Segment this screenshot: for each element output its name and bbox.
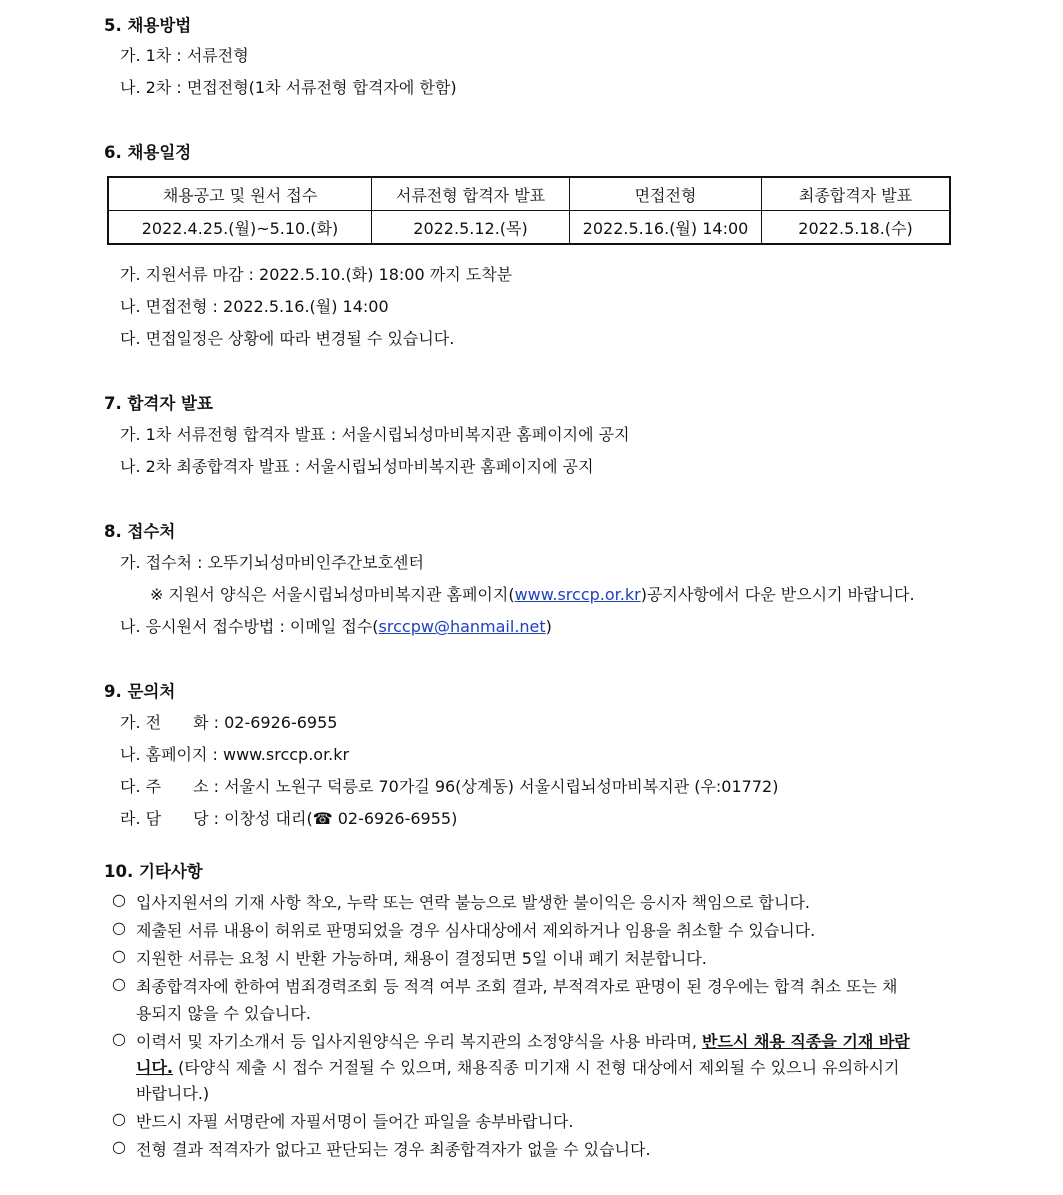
section-5-heading: 5. 채용방법 [104, 16, 192, 35]
bullet-icon: ○ [112, 1137, 126, 1156]
s10-bullet-2: 제출된 서류 내용이 허위로 판명되었을 경우 심사대상에서 제외하거나 임용을 취소할 수 있습니다. [136, 921, 816, 940]
bullet-icon: ○ [112, 918, 126, 937]
b5-emphasis: 반드시 채용 직종을 기재 바람 [702, 1032, 910, 1051]
s6-item-1: 가. 지원서류 마감 : 2022.5.10.(화) 18:00 까지 도착분 [120, 265, 513, 284]
bullet-icon: ○ [112, 946, 126, 965]
schedule-header-cell: 채용공고 및 원서 접수 [108, 177, 372, 211]
s10-bullet-3: 지원한 서류는 요청 시 반환 가능하며, 채용이 결정되면 5일 이내 폐기 처분합니다. [136, 949, 707, 968]
s10-bullet-4-line-2: 용되지 않을 수 있습니다. [136, 1004, 311, 1023]
schedule-table [107, 176, 951, 245]
s9-item-phone: 가. 전 화 : 02-6926-6955 [120, 713, 338, 732]
schedule-header-cell: 면접전형 [570, 177, 762, 211]
schedule-header-cell: 최종합격자 발표 [762, 177, 951, 211]
s10-bullet-5-line-2 [136, 1055, 899, 1078]
homepage-link[interactable]: www.srccp.or.kr [514, 585, 641, 604]
s8-item-1: 가. 접수처 : 오뚜기뇌성마비인주간보호센터 [120, 553, 424, 572]
schedule-header-row [108, 177, 950, 211]
s10-bullet-5-line-1 [136, 1029, 910, 1052]
section-9-heading: 9. 문의처 [104, 682, 176, 701]
section-6-heading: 6. 채용일정 [104, 143, 192, 162]
s9-item-homepage: 나. 홈페이지 : www.srccp.or.kr [120, 745, 350, 764]
b5-emphasis-end: 니다. [136, 1058, 173, 1077]
s5-item-2: 나. 2차 : 면접전형(1차 서류전형 합격자에 한함) [120, 78, 457, 97]
email-prefix: 나. 응시원서 접수방법 : 이메일 접수( [120, 617, 379, 636]
email-suffix: ) [545, 617, 552, 636]
s9-item-address: 다. 주 소 : 서울시 노원구 덕릉로 70가길 96(상계동) 서울시립뇌성마비복지관 (우:01772) [120, 777, 779, 796]
s10-bullet-7: 전형 결과 적격자가 없다고 판단되는 경우 최종합격자가 없을 수 있습니다. [136, 1140, 651, 1159]
section-10-heading: 10. 기타사항 [104, 862, 203, 881]
section-8-heading: 8. 접수처 [104, 522, 176, 541]
s10-bullet-4-line-1: 최종합격자에 한하여 범죄경력조회 등 적격 여부 조회 결과, 부적격자로 판명이 된 경우에는 합격 취소 또는 채 [136, 977, 898, 996]
s8-item-2 [120, 614, 552, 637]
b5-plain-2: (타양식 제출 시 접수 거절될 수 있으며, 채용직종 미기재 시 전형 대상에서 제외될 수 있으니 유의하시기 [173, 1058, 900, 1077]
email-link[interactable]: srccpw@hanmail.net [378, 617, 546, 636]
s8-note [150, 582, 915, 605]
schedule-cell: 2022.5.18.(수) [762, 211, 951, 245]
schedule-cell: 2022.5.16.(월) 14:00 [570, 211, 762, 245]
s7-item-2: 나. 2차 최종합격자 발표 : 서울시립뇌성마비복지관 홈페이지에 공지 [120, 457, 594, 476]
s10-bullet-6: 반드시 자필 서명란에 자필서명이 들어간 파일을 송부바랍니다. [136, 1112, 574, 1131]
s10-bullet-5-line-3: 바랍니다.) [136, 1084, 210, 1103]
schedule-header-cell: 서류전형 합격자 발표 [372, 177, 570, 211]
s9-item-contact: 라. 담 당 : 이창성 대리(☎ 02-6926-6955) [120, 809, 458, 828]
section-7-heading: 7. 합격자 발표 [104, 394, 213, 413]
s6-item-2: 나. 면접전형 : 2022.5.16.(월) 14:00 [120, 297, 389, 316]
bullet-icon: ○ [112, 1109, 126, 1128]
schedule-data-row [108, 211, 950, 245]
s7-item-1: 가. 1차 서류전형 합격자 발표 : 서울시립뇌성마비복지관 홈페이지에 공지 [120, 425, 630, 444]
s5-item-1: 가. 1차 : 서류전형 [120, 46, 249, 65]
bullet-icon: ○ [112, 974, 126, 993]
s10-bullet-1: 입사지원서의 기재 사항 착오, 누락 또는 연락 불능으로 발생한 불이익은 응시자 책임으로 합니다. [136, 893, 810, 912]
b5-plain: 이력서 및 자기소개서 등 입사지원양식은 우리 복지관의 소정양식을 사용 바라며, [136, 1032, 702, 1051]
schedule-cell: 2022.5.12.(목) [372, 211, 570, 245]
note-prefix: ※ 지원서 양식은 서울시립뇌성마비복지관 홈페이지( [150, 585, 515, 604]
schedule-cell: 2022.4.25.(월)~5.10.(화) [108, 211, 372, 245]
s6-item-3: 다. 면접일정은 상황에 따라 변경될 수 있습니다. [120, 329, 455, 348]
bullet-icon: ○ [112, 1029, 126, 1048]
note-suffix: )공지사항에서 다운 받으시기 바랍니다. [640, 585, 915, 604]
bullet-icon: ○ [112, 890, 126, 909]
